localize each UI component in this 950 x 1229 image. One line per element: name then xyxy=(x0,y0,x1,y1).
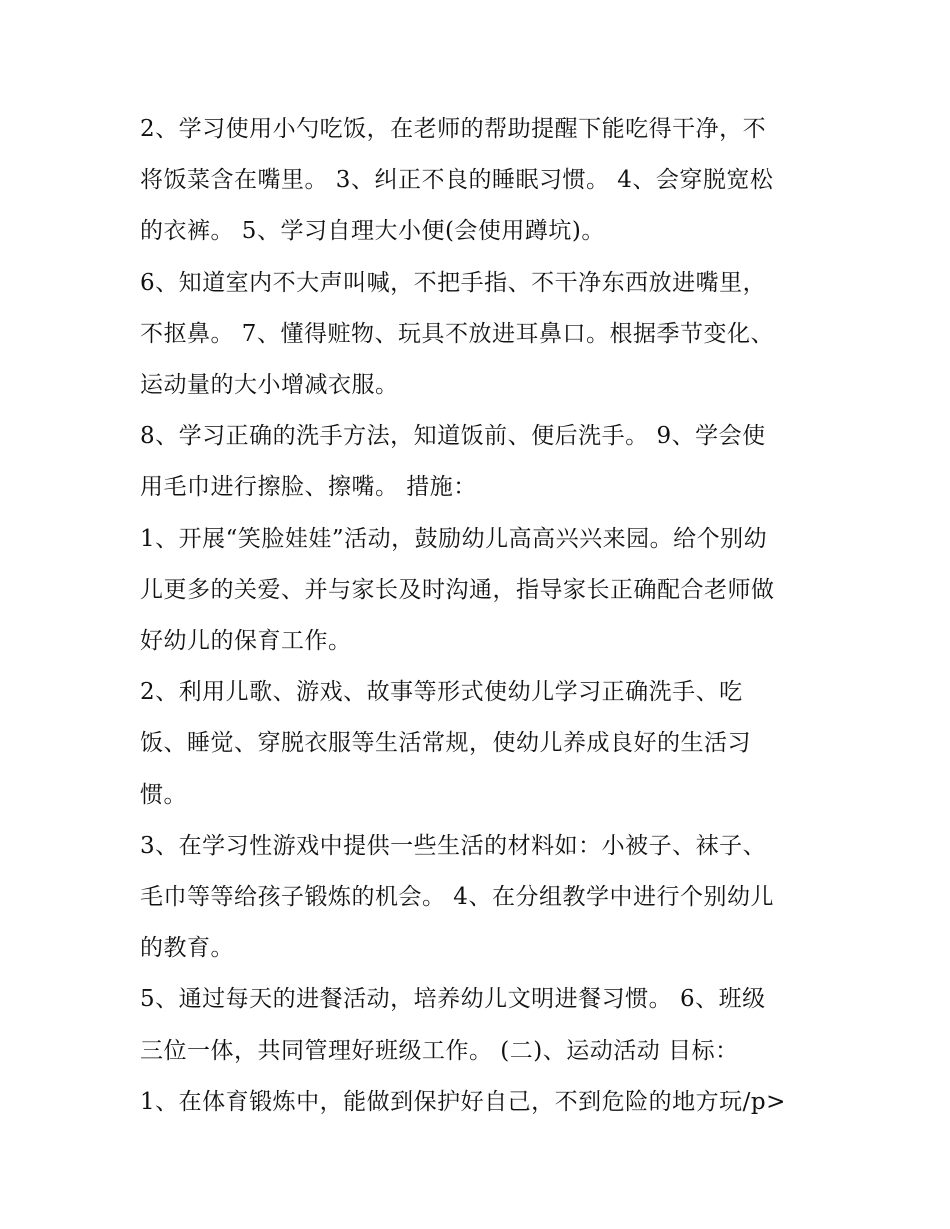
text-line: 好幼儿的保育工作。 xyxy=(140,628,352,655)
text-line: 的教育。 xyxy=(140,935,234,962)
text-line: 不抠鼻。 7、懂得赃物、玩具不放进耳鼻口。根据季节变化、 xyxy=(140,320,774,347)
text-line: 2、学习使用小勺吃饭，在老师的帮助提醒下能吃得干净，不 xyxy=(140,116,767,142)
text-line: 2、利用儿歌、游戏、故事等形式使幼儿学习正确洗手、吃 xyxy=(140,679,743,706)
text-line: 饭、睡觉、穿脱衣服等生活常规，使幼儿养成良好的生活习 xyxy=(140,730,751,757)
paragraph-self-care-skills xyxy=(140,104,820,258)
paragraph-sports-goal-1 xyxy=(140,1077,820,1128)
text-line: 毛巾等等给孩子锻炼的机会。 4、在分组教学中进行个别幼儿 xyxy=(140,884,774,911)
text-line: 用毛巾进行擦脸、擦嘴。 措施： xyxy=(140,474,477,501)
paragraph-measure-5-6 xyxy=(140,974,820,1076)
text-line: 将饭菜含在嘴里。 3、纠正不良的睡眠习惯。 4、会穿脱宽松 xyxy=(140,167,774,194)
paragraph-measure-2 xyxy=(140,667,820,821)
paragraph-handwashing xyxy=(140,411,820,513)
paragraph-measure-1 xyxy=(140,514,820,668)
text-line: 三位一体，共同管理好班级工作。 (二)、运动活动 目标： xyxy=(140,1037,739,1064)
text-line: 惯。 xyxy=(140,781,187,808)
text-line: 3、在学习性游戏中提供一些生活的材料如：小被子、袜子、 xyxy=(140,832,767,859)
document-body xyxy=(140,104,820,1128)
text-line: 8、学习正确的洗手方法，知道饭前、便后洗手。 9、学会使 xyxy=(140,423,766,450)
text-line: 运动量的大小增减衣服。 xyxy=(140,372,399,399)
text-line: 1、在体育锻炼中，能做到保护好自己，不到危险的地方玩/p> xyxy=(140,1088,786,1115)
paragraph-measure-3-4 xyxy=(140,821,820,975)
text-line: 6、知道室内不大声叫喊，不把手指、不干净东西放进嘴里， xyxy=(140,269,767,296)
text-line: 1、开展“笑脸娃娃”活动，鼓励幼儿高高兴兴来园。给个别幼 xyxy=(140,525,768,552)
text-line: 5、通过每天的进餐活动，培养幼儿文明进餐习惯。 6、班级 xyxy=(140,986,766,1013)
text-line: 的衣裤。 5、学习自理大小便(会使用蹲坑)。 xyxy=(140,218,605,245)
text-line: 儿更多的关爱、并与家长及时沟通，指导家长正确配合老师做 xyxy=(140,576,775,603)
paragraph-hygiene-habits xyxy=(140,258,820,412)
